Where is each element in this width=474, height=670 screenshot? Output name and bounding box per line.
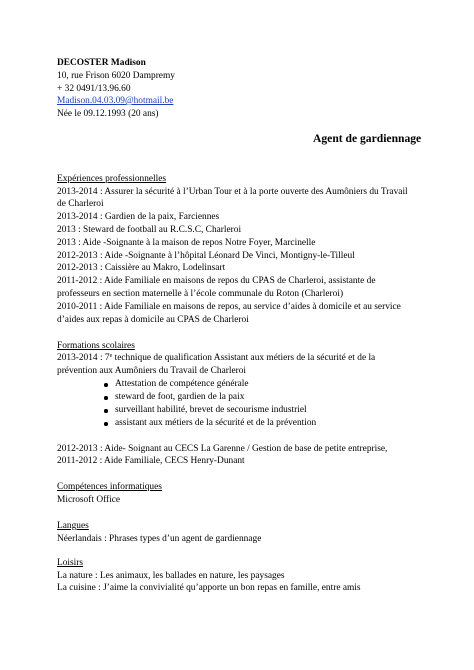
phone: + 32 0491/13.96.60 — [57, 84, 131, 94]
hobbies-line: La nature : Les animaux, les ballades en nature, les paysages — [57, 571, 285, 581]
education-bullet-item: assistant aux métiers de la sécurité et de la prévention — [115, 418, 317, 428]
experience-line: 2013-2014 : Gardien de la paix, Farciennes — [57, 212, 220, 222]
birth-date: Née le 09.12.1993 (20 ans) — [57, 109, 159, 119]
job-title: Agent de gardiennage — [313, 132, 422, 145]
education-bullet-item: surveillant habilité, brevet de secourisme industriel — [115, 405, 307, 415]
experience-line: 2011-2012 : Aide Familiale en maisons de repos du CPAS de Charleroi, assistante de — [57, 276, 376, 286]
ordinal-suffix: e — [109, 353, 113, 359]
experience-heading: Expériences professionnelles — [57, 174, 167, 184]
education-bullet-item: Attestation de compétence générale — [115, 379, 249, 389]
candidate-name: DECOSTER Madison — [57, 58, 146, 68]
computer-skills-heading: Compétences informatiques — [57, 482, 162, 492]
bullet-icon — [104, 422, 108, 426]
experience-line: professeurs en section maternelle à l’école communale du Roton (Charleroi) — [57, 289, 344, 299]
bullet-icon — [104, 383, 108, 387]
education-bullet-item: steward de foot, gardien de la paix — [115, 392, 245, 402]
experience-line: 2013 : Steward de football au R.C.S.C, Charleroi — [57, 225, 242, 235]
experience-line: d’aides aux repas à domicile au CPAS de Charleroi — [57, 315, 249, 325]
education-line: 2011-2012 : Aide Familiale, CECS Henry-Dunant — [57, 456, 245, 466]
hobbies-line: La cuisine : J’aime la convivialité qu’apporte un bon repas en famille, entre amis — [57, 583, 361, 593]
email-link[interactable]: Madison.04.03.09@hotmail.be — [57, 96, 174, 106]
experience-line: 2013-2014 : Assurer la sécurité à l’Urban Tour et à la porte ouverte des Aumôniers du Travail — [57, 187, 408, 197]
education-line-prefix: 2013-2014 : 7 — [57, 353, 110, 363]
languages-heading: Langues — [57, 521, 89, 531]
hobbies-heading: Loisirs — [57, 558, 84, 568]
experience-line: 2012-2013 : Caissière au Makro, Lodelinsart — [57, 263, 226, 273]
education-line — [57, 352, 375, 364]
bullet-icon — [104, 409, 108, 413]
experience-line: 2013 : Aide -Soignante à la maison de repos Notre Foyer, Marcinelle — [57, 238, 316, 248]
address: 10, rue Frison 6020 Dampremy — [57, 71, 175, 81]
bullet-icon — [104, 396, 108, 400]
languages-value: Néerlandais : Phrases types d’un agent de gardiennage — [57, 534, 262, 544]
education-line-suffix: technique de qualification Assistant aux métiers de la sécurité et de la — [112, 353, 376, 363]
education-heading: Formations scolaires — [57, 341, 135, 351]
experience-line: 2010-2011 : Aide Familiale en maisons de repos, au service d’aides à domicile et au service — [57, 302, 401, 312]
computer-skills-value: Microsoft Office — [57, 495, 121, 505]
experience-line: 2012-2013 : Aide -Soignante à l’hôpital Léonard De Vinci, Montigny-le-Tilleul — [57, 251, 355, 261]
education-line: prévention aux Aumôniers du Travail de Charleroi — [57, 366, 247, 376]
experience-line: de Charleroi — [57, 199, 104, 209]
education-line: 2012-2013 : Aide- Soignant au CECS La Garenne / Gestion de base de petite entreprise, — [57, 444, 388, 454]
